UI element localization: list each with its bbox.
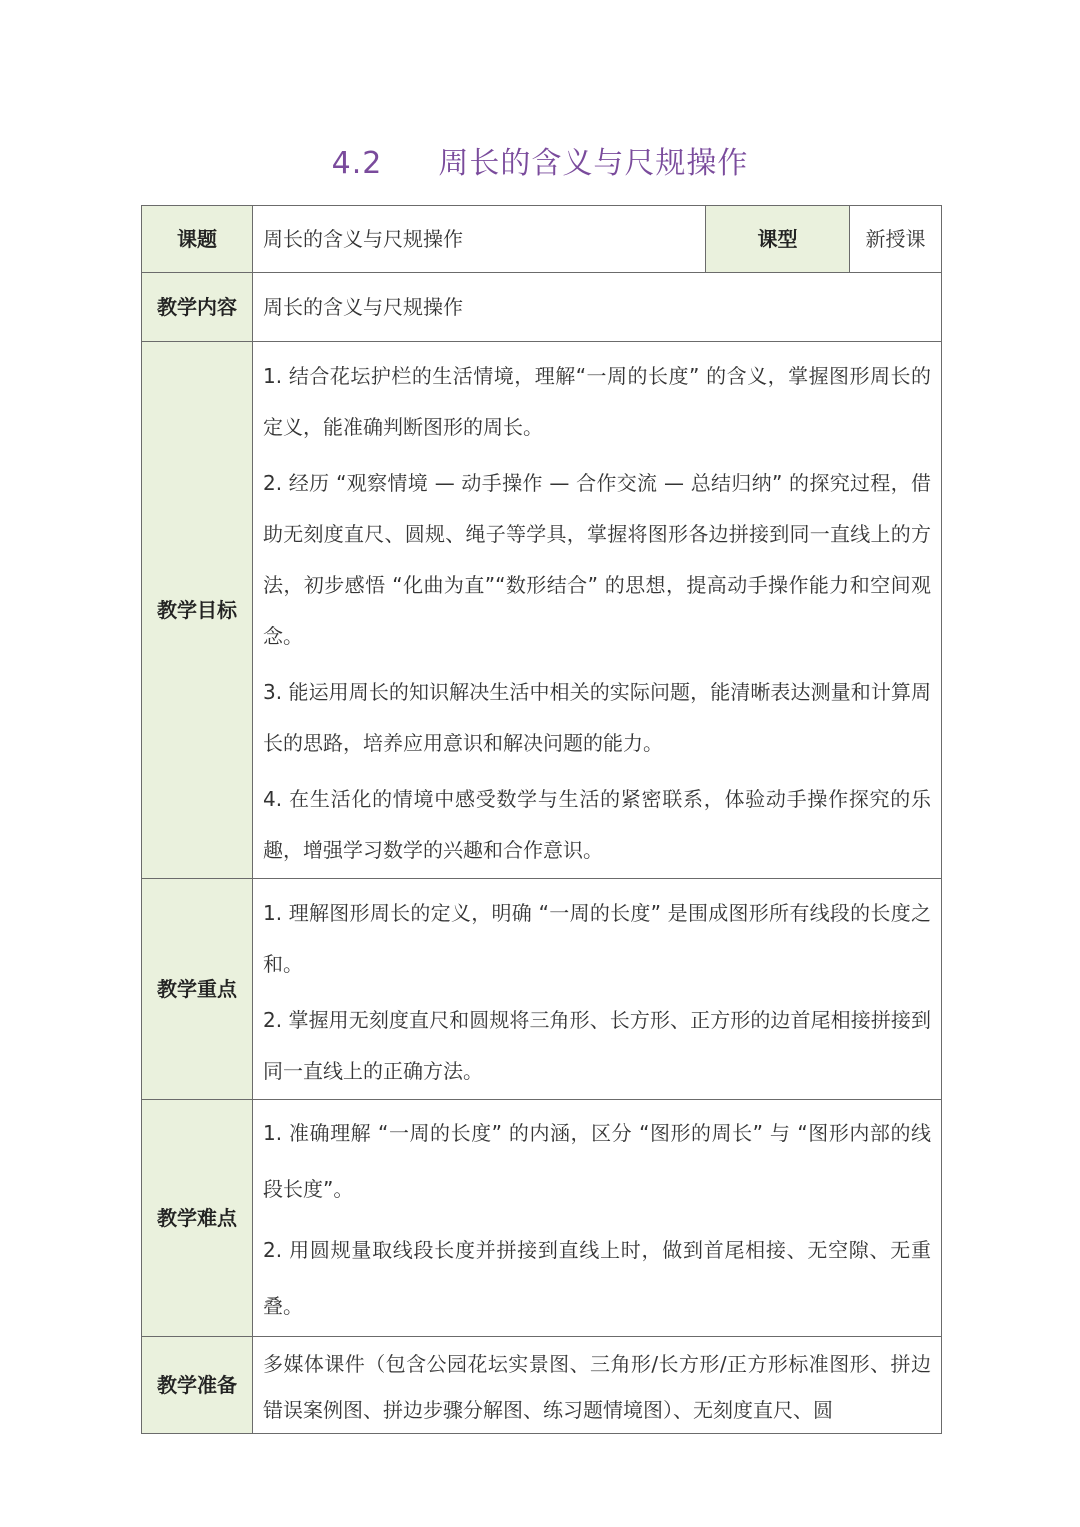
key-points-label: 教学重点 bbox=[142, 879, 253, 1100]
key-point-item: 1. 理解图形周长的定义，明确 “一周的长度” 是围成图形所有线段的长度之和。 bbox=[263, 901, 931, 976]
preparation-item: 多媒体课件（包含公园花坛实景图、三角形/长方形/正方形标准图形、拼边错误案例图、拼边步骤分解图、练习题情境图）、无刻度直尺、圆 bbox=[263, 1352, 931, 1422]
content-row bbox=[142, 273, 942, 342]
goal-item: 4. 在生活化的情境中感受数学与生活的紧密联系，体验动手操作探究的乐趣，增强学习数学的兴趣和合作意识。 bbox=[263, 787, 931, 862]
goal-item: 3. 能运用周长的知识解决生活中相关的实际问题，能清晰表达测量和计算周长的思路，培养应用意识和解决问题的能力。 bbox=[263, 680, 931, 755]
difficulties-list bbox=[253, 1100, 942, 1337]
type-label: 课型 bbox=[706, 206, 850, 273]
section-title: 周长的含义与尺规操作 bbox=[438, 146, 749, 181]
difficulties-row bbox=[142, 1100, 942, 1337]
topic-row bbox=[142, 206, 942, 273]
key-points-row bbox=[142, 879, 942, 1100]
topic-label: 课题 bbox=[142, 206, 253, 273]
key-points-list bbox=[253, 879, 942, 1100]
content-value: 周长的含义与尺规操作 bbox=[253, 273, 942, 342]
goals-list bbox=[253, 342, 942, 879]
key-point-item: 2. 掌握用无刻度直尺和圆规将三角形、长方形、正方形的边首尾相接拼接到同一直线上的正确方法。 bbox=[263, 1008, 931, 1083]
difficulty-item: 2. 用圆规量取线段长度并拼接到直线上时，做到首尾相接、无空隙、无重叠。 bbox=[263, 1238, 931, 1318]
preparation-text bbox=[253, 1337, 942, 1434]
page-title bbox=[0, 138, 1080, 182]
preparation-row bbox=[142, 1337, 942, 1434]
preparation-label: 教学准备 bbox=[142, 1337, 253, 1434]
topic-value: 周长的含义与尺规操作 bbox=[253, 206, 706, 273]
difficulty-item: 1. 准确理解 “一周的长度” 的内涵，区分 “图形的周长” 与 “图形内部的线段长度”。 bbox=[263, 1121, 931, 1201]
type-value: 新授课 bbox=[850, 206, 942, 273]
difficulties-label: 教学难点 bbox=[142, 1100, 253, 1337]
section-number: 4.2 bbox=[331, 146, 383, 181]
goals-label: 教学目标 bbox=[142, 342, 253, 879]
goal-item: 1. 结合花坛护栏的生活情境，理解“一周的长度” 的含义，掌握图形周长的定义，能准确判断图形的周长。 bbox=[263, 364, 931, 439]
goals-row bbox=[142, 342, 942, 879]
content-label: 教学内容 bbox=[142, 273, 253, 342]
lesson-plan-table bbox=[141, 205, 942, 1434]
goal-item: 2. 经历 “观察情境 — 动手操作 — 合作交流 — 总结归纳” 的探究过程，借助无刻度直尺、圆规、绳子等学具，掌握将图形各边拼接到同一直线上的方法，初步感悟 “化曲为直”“数形结合” 的思想，提高动手操作能力和空间观念。 bbox=[263, 471, 931, 648]
